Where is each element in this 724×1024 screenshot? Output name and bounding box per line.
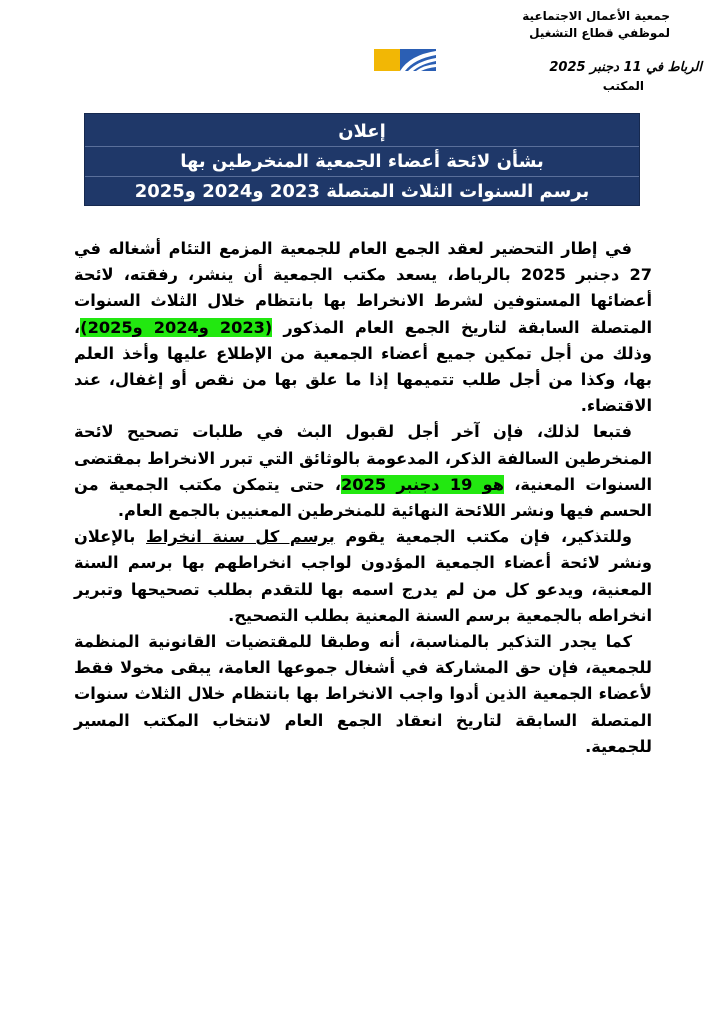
paragraph-2: فتبعا لذلك، فإن آخر أجل لقبول البث في طلبات تصحيح لائحة المنخرطين السالفة الذكر، المدعومة بالوثائق التي تبرر الانخراط بمقتضى السنوات المعنية، هو 19 دجنبر 2025، حتى يتمكن مكتب الجمعية من الحسم فيها ونشر اللائحة النهائية للمنخرطين المعنيين بالجمع العام. bbox=[74, 422, 652, 521]
organization-name bbox=[450, 8, 670, 42]
organization-name-line2: لموظفي قطاع التشغيل bbox=[529, 26, 670, 40]
paragraph-3: وللتذكير، فإن مكتب الجمعية يقوم برسم كل سنة انخراط بالإعلان ونشر لائحة أعضاء الجمعية المؤدون لواجب انخراطهم بها برسم السنة المعنية، ويدعو كل من لم يدرج اسمه بها للتقدم بطلب تصحيحها وتبرير انخراطه بالجمعية برسم السنة المعنية بطلب التصحيح. bbox=[74, 527, 652, 625]
announcement-subject: بشأن لائحة أعضاء الجمعية المنخرطين بها bbox=[85, 146, 639, 176]
announcement-body bbox=[74, 236, 652, 760]
announcement-years: برسم السنوات الثلاث المتصلة 2023 و2024 و2025 bbox=[85, 176, 639, 206]
paragraph-4: كما يجدر التذكير بالمناسبة، أنه وطبقا للمقتضيات القانونية المنظمة للجمعية، فإن حق المشاركة في أشغال جموعها العامة، يبقى مخولا فقط لأعضاء الجمعية الذين أدوا واجب الانخراط بها بانتظام خلال الثلاث سنوات المتصلة السابقة لتاريخ انعقاد الجمع العام لانتخاب المكتب المسير للجمعية. bbox=[74, 632, 652, 756]
date-block bbox=[442, 58, 702, 96]
document-date: الرباط في 11 دجنبر 2025 bbox=[549, 60, 702, 75]
highlighted-deadline: هو 19 دجنبر 2025 bbox=[341, 474, 505, 494]
announcement-title: إعلان bbox=[338, 121, 386, 142]
announcement-title-box bbox=[84, 113, 640, 206]
organization-name-line1: جمعية الأعمال الاجتماعية bbox=[522, 9, 670, 23]
underlined-phrase: برسم كل سنة انخراط bbox=[146, 527, 335, 547]
organization-logo bbox=[374, 49, 436, 71]
paragraph-1: في إطار التحضير لعقد الجمع العام للجمعية المزمع التئام أشغاله في 27 دجنبر 2025 بالرباط، يسعد مكتب الجمعية أن ينشر، رفقته، لائحة أعضائها المستوفين لشرط الانخراط بها بانتظام خلال الثلاث السنوات المتصلة السابقة لتاريخ الجمع العام المذكور (2023 و2024 و2025)، وذلك من أجل تمكين جميع أعضاء الجمعية من الإطلاع عليها وأخذ العلم بها، وكذا من أجل طلب تتميمها إذا ما علق بها من نقص أو إغفال، عند الاقتضاء. bbox=[74, 239, 653, 416]
issuer-office: المكتب bbox=[602, 79, 644, 93]
highlighted-years: (2023 و2024 و2025) bbox=[80, 317, 273, 337]
